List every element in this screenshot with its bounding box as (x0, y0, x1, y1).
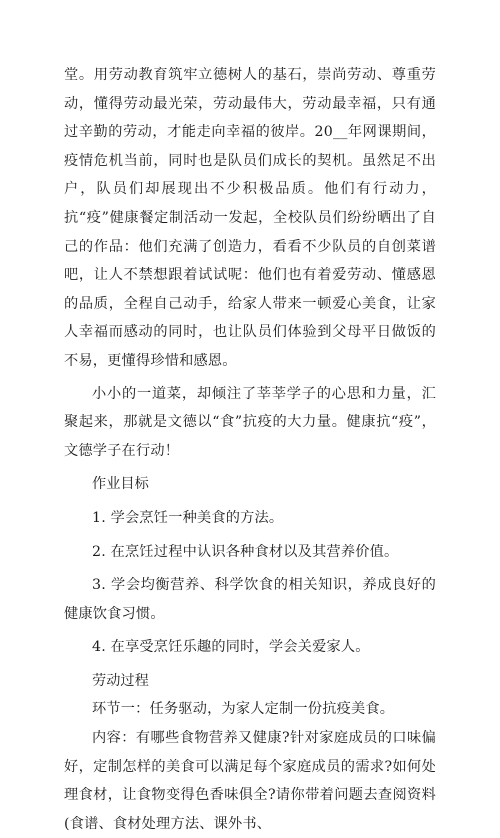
goal-item: 3. 学会均衡营养、科学饮食的相关知识，养成良好的健康饮食习惯。 (64, 577, 436, 622)
goal-item: 1. 学会烹饪一种美食的方法。 (92, 509, 284, 526)
second-paragraph: 小小的一道菜，却倾注了莘莘学子的心思和力量，汇聚起来，那就是文德以“食”抗疫的大力量。健康抗“疫”，文德学子在行动！ (64, 385, 436, 459)
goal-item: 4. 在享受烹饪乐趣的同时，学会关爱家人。 (92, 639, 370, 656)
step-one: 环节一：任务驱动，为家人定制一份抗疫美食。 (92, 701, 395, 718)
process-heading: 劳动过程 (92, 672, 149, 689)
goals-heading: 作业目标 (92, 476, 149, 493)
opening-paragraph: 堂。用劳动教育筑牢立德树人的基石，崇尚劳动、尊重劳动，懂得劳动最光荣，劳动最伟大，劳动最幸福，只有通过辛勤的劳动，才能走向幸福的彼岸。20__年网课期间，疫情危机当前，同时也是队员们成长的契机。虽然足不出户，队员们却展现出不少积极品质。他们有行动力，抗“疫”健康餐定制活动一发起，全校队员们纷纷晒出了自己的作品：他们充满了创造力，看看不少队员的自创菜谱吧，让人不禁想跟着试试呢：他们也有着爱劳动、懂感恩的品质，全程自己动手，给家人带来一顿爱心美食，让家人幸福而感动的同时，也让队员们体验到父母平日做饭的不易，更懂得珍惜和感恩。 (64, 67, 436, 369)
goal-item: 2. 在烹饪过程中认识各种食材以及其营养价值。 (92, 543, 399, 560)
document-body (64, 61, 436, 838)
content-paragraph: 内容：有哪些食物营养又健康?针对家庭成员的口味偏好，定制怎样的美食可以满足每个家庭成员的需求?如何处理食材，让食物变得色香味俱全?请你带着问题去查阅资料(食谱、食材处理方法、课外书、 (64, 730, 436, 832)
